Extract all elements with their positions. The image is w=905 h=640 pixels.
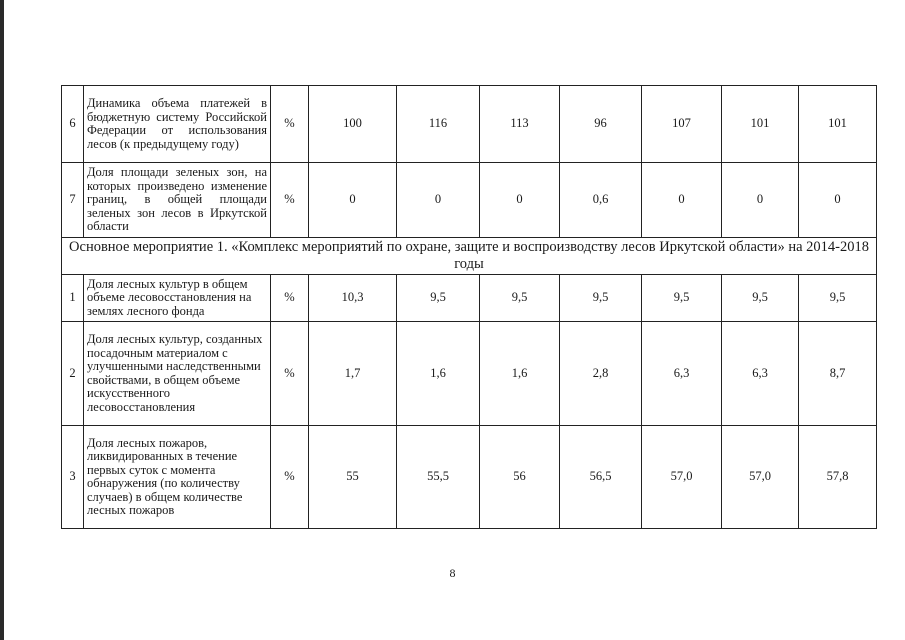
unit-cell: %: [271, 275, 309, 322]
value-cell: 9,5: [560, 275, 642, 322]
row-number: 6: [62, 86, 84, 163]
section-row: [62, 238, 877, 275]
value-cell: 96: [560, 86, 642, 163]
indicators-table: [61, 85, 877, 529]
row-number: 7: [62, 163, 84, 238]
value-cell: 2,8: [560, 322, 642, 426]
table-row: [62, 426, 877, 529]
indicator-name: Доля лесных культур, созданных посадочным материалом с улучшенными наследственными свойствами, в общем объеме искусственного лесовосстановления: [84, 322, 271, 426]
unit-cell: %: [271, 86, 309, 163]
value-cell: 0: [480, 163, 560, 238]
value-cell: 57,0: [722, 426, 799, 529]
value-cell: 0: [722, 163, 799, 238]
table-row: [62, 163, 877, 238]
value-cell: 6,3: [642, 322, 722, 426]
value-cell: 9,5: [480, 275, 560, 322]
value-cell: 9,5: [799, 275, 877, 322]
value-cell: 116: [397, 86, 480, 163]
value-cell: 9,5: [722, 275, 799, 322]
value-cell: 56: [480, 426, 560, 529]
value-cell: 9,5: [642, 275, 722, 322]
value-cell: 1,7: [309, 322, 397, 426]
value-cell: 1,6: [397, 322, 480, 426]
page-edge-shadow: [0, 0, 4, 640]
value-cell: 10,3: [309, 275, 397, 322]
indicator-name: Динамика объема платежей в бюджетную систему Российской Федерации от использования лесов (к предыдущему году): [84, 86, 271, 163]
value-cell: 0: [309, 163, 397, 238]
value-cell: 100: [309, 86, 397, 163]
value-cell: 107: [642, 86, 722, 163]
indicator-name: Доля лесных пожаров, ликвидированных в течение первых суток с момента обнаружения (по количеству случаев) в общем количестве лесных пожаров: [84, 426, 271, 529]
value-cell: 8,7: [799, 322, 877, 426]
value-cell: 0,6: [560, 163, 642, 238]
value-cell: 101: [722, 86, 799, 163]
value-cell: 56,5: [560, 426, 642, 529]
section-title: Основное мероприятие 1. «Комплекс мероприятий по охране, защите и воспроизводству лесов Иркутской области» на 2014-2018 годы: [62, 238, 877, 275]
value-cell: 55: [309, 426, 397, 529]
table-row: [62, 322, 877, 426]
indicator-name: Доля площади зеленых зон, на которых произведено изменение границ, в общей площади зеленых зон лесов в Иркутской области: [84, 163, 271, 238]
value-cell: 6,3: [722, 322, 799, 426]
value-cell: 57,0: [642, 426, 722, 529]
value-cell: 113: [480, 86, 560, 163]
unit-cell: %: [271, 322, 309, 426]
value-cell: 1,6: [480, 322, 560, 426]
unit-cell: %: [271, 163, 309, 238]
value-cell: 57,8: [799, 426, 877, 529]
value-cell: 0: [799, 163, 877, 238]
unit-cell: %: [271, 426, 309, 529]
row-number: 3: [62, 426, 84, 529]
table-row: [62, 275, 877, 322]
row-number: 1: [62, 275, 84, 322]
value-cell: 55,5: [397, 426, 480, 529]
value-cell: 9,5: [397, 275, 480, 322]
page-number: 8: [449, 566, 456, 580]
value-cell: 101: [799, 86, 877, 163]
table-row: [62, 86, 877, 163]
value-cell: 0: [397, 163, 480, 238]
indicator-name: Доля лесных культур в общем объеме лесовосстановления на землях лесного фонда: [84, 275, 271, 322]
row-number: 2: [62, 322, 84, 426]
value-cell: 0: [642, 163, 722, 238]
